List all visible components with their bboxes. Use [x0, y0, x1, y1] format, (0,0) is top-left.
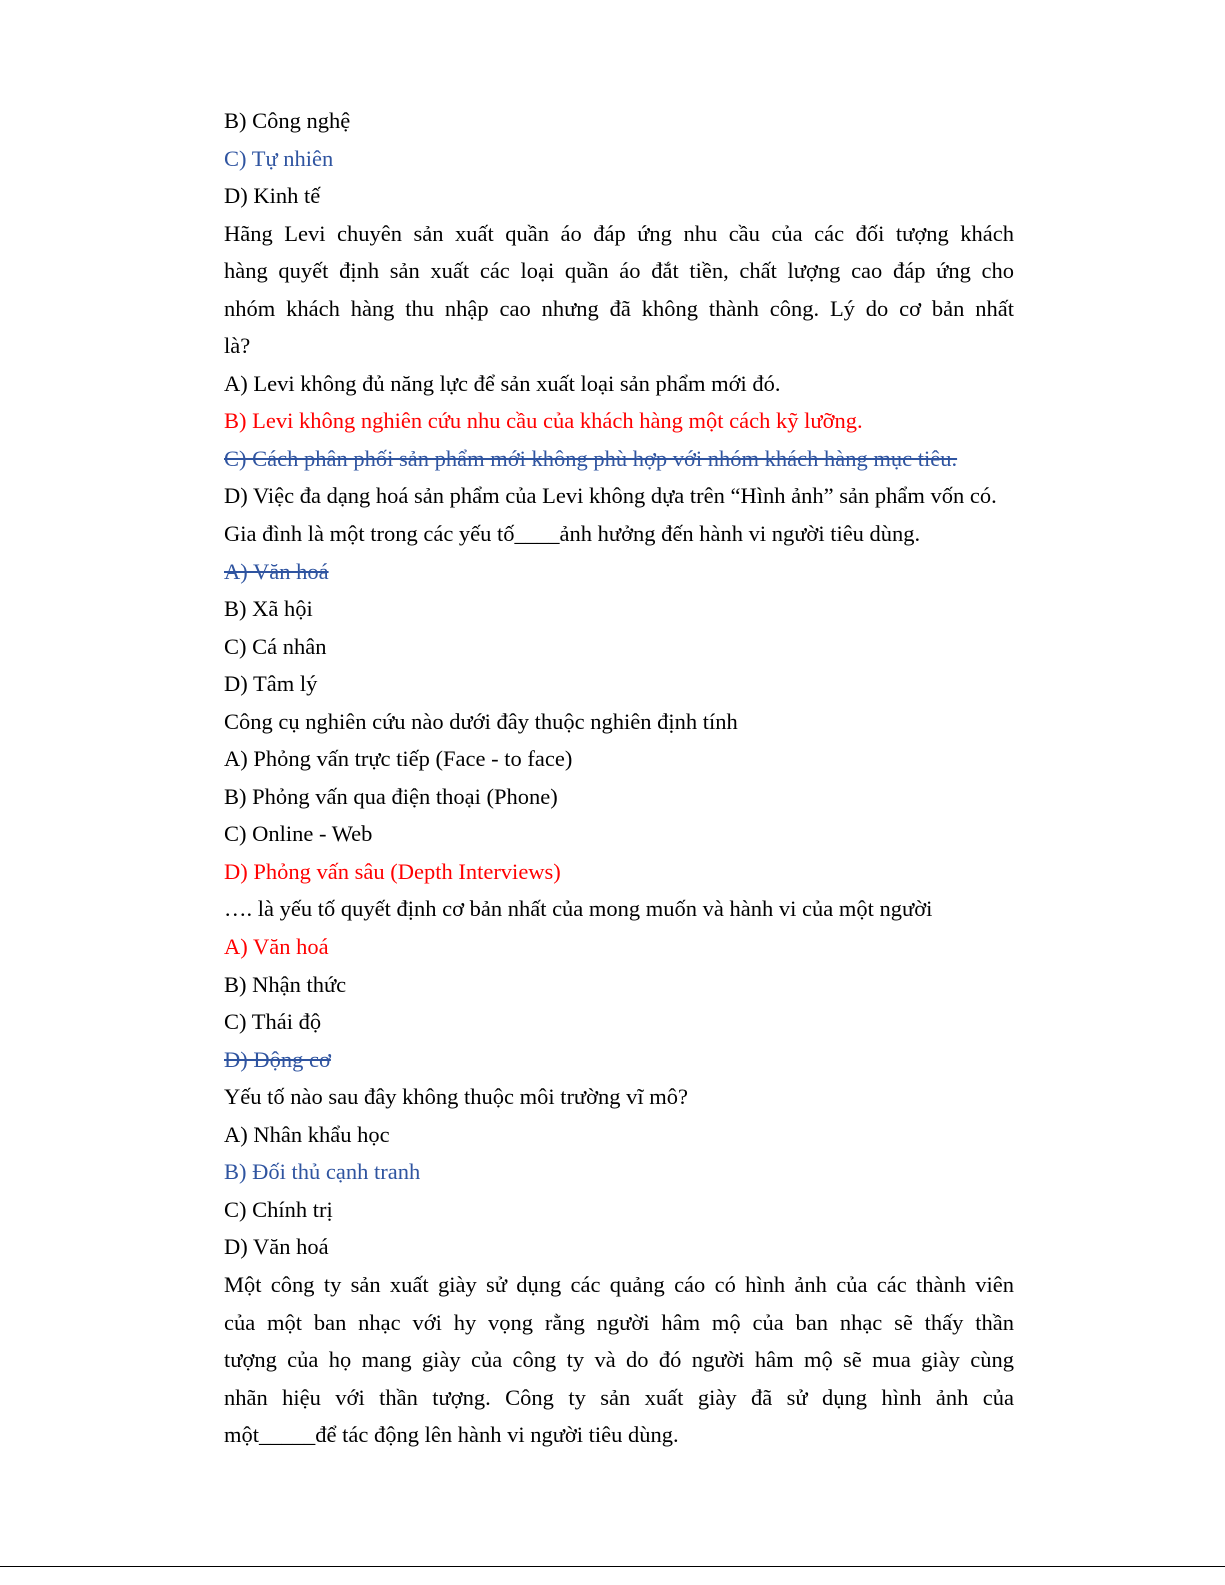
q4-option-d: D) Phỏng vấn sâu (Depth Interviews) [224, 858, 561, 884]
q3-option-a [224, 553, 1014, 591]
q5-question: …. là yếu tố quyết định cơ bản nhất của mong muốn và hành vi của một người [224, 896, 933, 922]
q5-option-b: B) Nhận thức [224, 971, 347, 997]
q5-option-d [224, 1041, 1014, 1079]
q2-option-d: D) Việc đa dạng hoá sản phẩm của Levi không dựa trên “Hình ảnh” sản phẩm vốn có. [224, 483, 997, 509]
q1-option-c: C) Tự nhiên [224, 145, 334, 171]
q2-option-c [224, 440, 1014, 478]
q2-question-line-3: nhóm khách hàng thu nhập cao nhưng đã không thành công. Lý do cơ bản nhất [224, 295, 1014, 321]
q3-option-a-text: A) Văn hoá [224, 558, 329, 584]
document-page [224, 102, 1014, 1454]
q2-option-c-text: C) Cách phân phối sản phẩm mới không phù hợp với nhóm khách hàng mục tiêu. [224, 445, 958, 471]
q2-option-a: A) Levi không đủ năng lực để sản xuất loại sản phẩm mới đó. [224, 370, 781, 396]
q6-option-d: D) Văn hoá [224, 1234, 329, 1260]
q6-option-c: C) Chính trị [224, 1196, 333, 1222]
q1-option-b: B) Công nghệ [224, 108, 351, 133]
q5-option-a: A) Văn hoá [224, 934, 329, 960]
q4-option-c: C) Online - Web [224, 821, 373, 847]
q7-question-line-4: nhãn hiệu với thần tượng. Công ty sản xuất giày đã sử dụng hình ảnh của [224, 1384, 1014, 1410]
q2-question-line-2: hàng quyết định sản xuất các loại quần áo đắt tiền, chất lượng cao đáp ứng cho [224, 258, 1014, 284]
q2-question-line-4: là? [224, 333, 251, 359]
q2-option-b: B) Levi không nghiên cứu nhu cầu của khách hàng một cách kỹ lưỡng. [224, 408, 863, 434]
q3-question: Gia đình là một trong các yếu tố____ảnh hưởng đến hành vi người tiêu dùng. [224, 521, 921, 547]
q7-question-line-3: tượng của họ mang giày của công ty và do đó người hâm mộ sẽ mua giày cùng [224, 1347, 1014, 1373]
q4-question: Công cụ nghiên cứu nào dưới đây thuộc nghiên định tính [224, 708, 738, 734]
q6-option-b: B) Đối thủ cạnh tranh [224, 1159, 421, 1185]
q2-question-line-1: Hãng Levi chuyên sản xuất quần áo đáp ứng nhu cầu của các đối tượng khách [224, 220, 1014, 246]
q7-question-line-5: một_____để tác động lên hành vi người tiêu dùng. [224, 1422, 679, 1448]
q7-question-line-1: Một công ty sản xuất giày sử dụng các quảng cáo có hình ảnh của các thành viên [224, 1271, 1014, 1297]
q7-question-line-2: của một ban nhạc với hy vọng rằng người hâm mộ của ban nhạc sẽ thấy thần [224, 1309, 1014, 1335]
q6-question: Yếu tố nào sau đây không thuộc môi trường vĩ mô? [224, 1084, 689, 1110]
q1-option-d: D) Kinh tế [224, 183, 321, 209]
page-bottom-divider [0, 1566, 1225, 1567]
q3-option-b: B) Xã hội [224, 596, 313, 622]
q4-option-a: A) Phỏng vấn trực tiếp (Face - to face) [224, 746, 573, 772]
q3-option-c: C) Cá nhân [224, 633, 327, 659]
q4-option-b: B) Phỏng vấn qua điện thoại (Phone) [224, 783, 558, 809]
q5-option-d-text: D) Động cơ [224, 1046, 331, 1072]
q5-option-c: C) Thái độ [224, 1009, 322, 1035]
q3-option-d: D) Tâm lý [224, 671, 318, 697]
q6-option-a: A) Nhân khẩu học [224, 1121, 390, 1147]
